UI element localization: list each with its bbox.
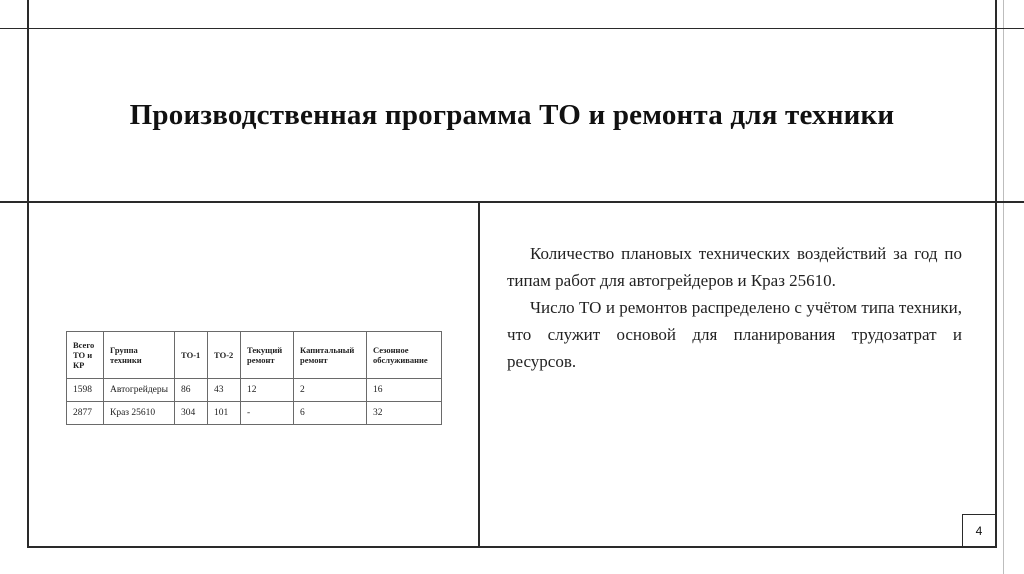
header-current-repair: Текущий ремонт: [241, 332, 294, 379]
header-to2: ТО-2: [208, 332, 241, 379]
header-to1: ТО-1: [175, 332, 208, 379]
frame-bottom-line: [27, 546, 997, 548]
header-total: Всего ТО и КР: [67, 332, 104, 379]
table-cell: 43: [208, 379, 241, 402]
table-cell: 16: [367, 379, 442, 402]
table-header-row: [67, 332, 442, 379]
header-equipment-group: Группа техники: [104, 332, 175, 379]
frame-middle-line: [0, 201, 1024, 203]
table-container: [66, 331, 442, 425]
description-text: [507, 240, 962, 375]
table-cell: -: [241, 402, 294, 425]
table-cell: 32: [367, 402, 442, 425]
table-cell: 304: [175, 402, 208, 425]
table-cell: 2877: [67, 402, 104, 425]
page-number: 4: [962, 514, 996, 547]
table-row: [67, 379, 442, 402]
table-cell: 12: [241, 379, 294, 402]
outer-right-line: [1003, 0, 1004, 574]
title-area: [28, 29, 996, 201]
header-seasonal-service: Сезонное обслуживание: [367, 332, 442, 379]
table-cell: 86: [175, 379, 208, 402]
table-cell: 1598: [67, 379, 104, 402]
header-capital-repair: Капитальный ремонт: [294, 332, 367, 379]
table-cell: 6: [294, 402, 367, 425]
table-cell: 101: [208, 402, 241, 425]
table-cell: 2: [294, 379, 367, 402]
column-divider-line: [478, 201, 480, 547]
table-row: [67, 402, 442, 425]
slide-title: Производственная программа ТО и ремонта для техники: [129, 98, 895, 131]
table-cell: Краз 25610: [104, 402, 175, 425]
maintenance-table: [66, 331, 442, 425]
table-cell: Автогрейдеры: [104, 379, 175, 402]
description-paragraph-1: Количество плановых технических воздействий за год по типам работ для автогрейдеров и Краз 25610.: [507, 244, 962, 290]
description-paragraph-2: Число ТО и ремонтов распределено с учётом типа техники, что служит основой для планирования трудозатрат и ресурсов.: [507, 298, 962, 371]
